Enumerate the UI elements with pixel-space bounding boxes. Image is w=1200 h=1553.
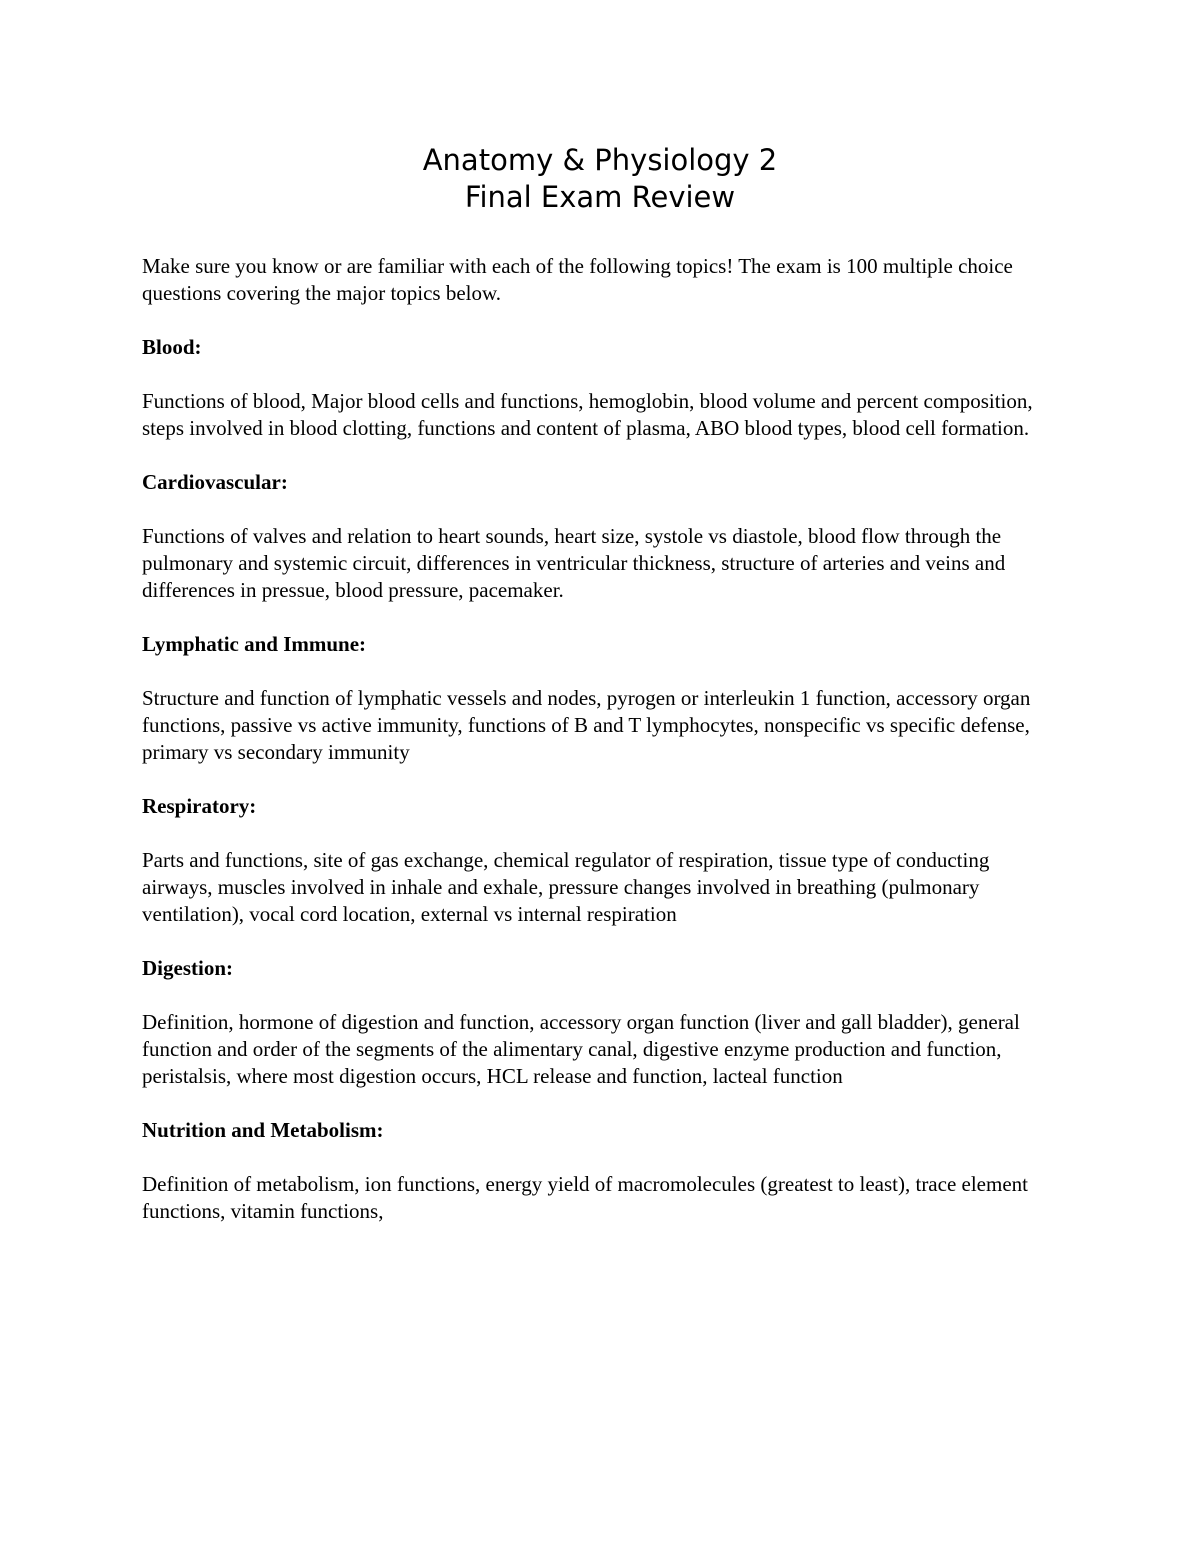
section-heading-nutrition-metabolism: Nutrition and Metabolism: (142, 1118, 384, 1142)
title-line-course: Anatomy & Physiology 2 (422, 143, 778, 177)
section-heading-cardiovascular: Cardiovascular: (142, 470, 288, 494)
section-heading-blood: Blood: (142, 335, 202, 359)
section-heading-lymphatic-immune: Lymphatic and Immune: (142, 632, 367, 656)
section-body-cardiovascular: Functions of valves and relation to heart sounds, heart size, systole vs diastole, blood flow through the pulmonary and systemic circuit, differences in ventricular thickness, structure of arteries and veins and differences in pressue, blood pressure, pacemaker. (142, 524, 1006, 602)
document-title (0, 142, 1200, 216)
section-body-lymphatic-immune: Structure and function of lymphatic vessels and nodes, pyrogen or interleukin 1 function, accessory organ functions, passive vs active immunity, functions of B and T lymphocytes, nonspecific vs specific defense, primary vs secondary immunity (142, 686, 1031, 764)
section-body-respiratory: Parts and functions, site of gas exchange, chemical regulator of respiration, tissue type of conducting airways, muscles involved in inhale and exhale, pressure changes involved in breathing (pulmonary ventilation), vocal cord location, external vs internal respiration (142, 848, 990, 926)
document-body (142, 253, 1062, 1252)
intro-paragraph: Make sure you know or are familiar with each of the following topics! The exam is 100 multiple choice questions covering the major topics below. (142, 254, 1013, 305)
section-heading-digestion: Digestion: (142, 956, 233, 980)
section-body-blood: Functions of blood, Major blood cells and functions, hemoglobin, blood volume and percent composition, steps involved in blood clotting, functions and content of plasma, ABO blood types, blood cell formation. (142, 389, 1033, 440)
title-line-review: Final Exam Review (464, 180, 736, 214)
section-body-nutrition-metabolism: Definition of metabolism, ion functions, energy yield of macromolecules (greatest to least), trace element functions, vitamin functions, (142, 1172, 1028, 1223)
section-heading-respiratory: Respiratory: (142, 794, 257, 818)
section-body-digestion: Definition, hormone of digestion and function, accessory organ function (liver and gall bladder), general function and order of the segments of the alimentary canal, digestive enzyme production and function, peristalsis, where most digestion occurs, HCL release and function, lacteal function (142, 1010, 1020, 1088)
